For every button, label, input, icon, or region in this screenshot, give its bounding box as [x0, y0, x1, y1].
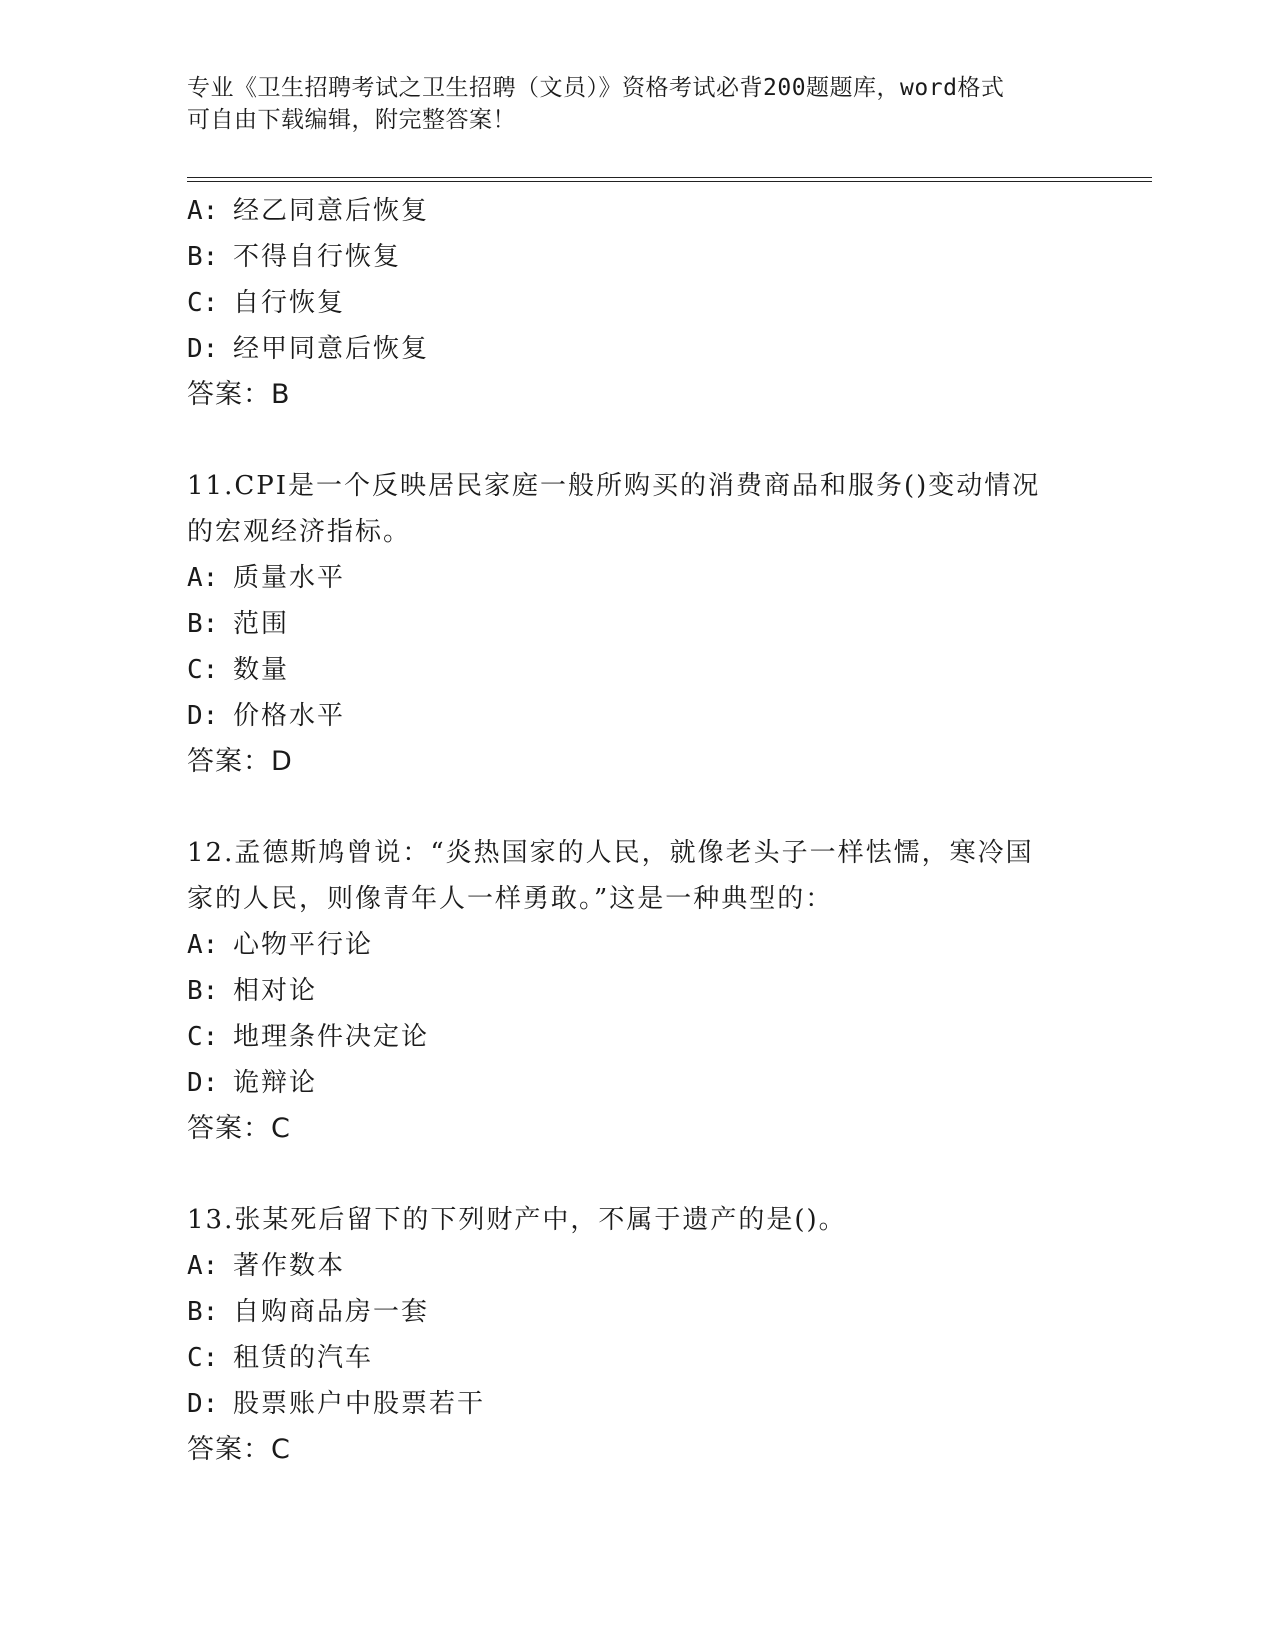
option-text: 不得自行恢复 [233, 242, 402, 272]
option-text: 质量水平 [233, 563, 346, 593]
option-text: 经乙同意后恢复 [233, 196, 430, 226]
option-d [187, 1060, 1077, 1106]
option-text: 范围 [233, 609, 290, 639]
header-line-1: 专业《卫生招聘考试之卫生招聘（文员）》资格考试必背200题题库，word格式 [187, 75, 1005, 101]
stem-line-1: 11.CPI是一个反映居民家庭一般所购买的消费商品和服务()变动情况 [187, 471, 1041, 501]
question-10 [187, 188, 1077, 418]
question-12 [187, 830, 1077, 1152]
question-stem [187, 1197, 1077, 1243]
option-key: B: [187, 609, 219, 639]
option-c [187, 1335, 1077, 1381]
option-c [187, 647, 1077, 693]
option-key: D: [187, 1068, 219, 1098]
option-a [187, 922, 1077, 968]
option-text: 自购商品房一套 [233, 1297, 430, 1327]
stem-line-1: 13.张某死后留下的下列财产中，不属于遗产的是()。 [187, 1205, 847, 1235]
option-d [187, 326, 1077, 372]
header-rule-top [187, 177, 1152, 178]
option-b [187, 601, 1077, 647]
option-key: C: [187, 1022, 219, 1052]
stem-line-2: 家的人民，则像青年人一样勇敢。”这是一种典型的： [187, 884, 834, 914]
option-key: D: [187, 334, 219, 364]
option-key: B: [187, 242, 219, 272]
option-key: A: [187, 563, 219, 593]
option-key: A: [187, 930, 219, 960]
stem-line-1: 12.孟德斯鸠曾说：“炎热国家的人民，就像老头子一样怯懦，寒冷国 [187, 838, 1034, 868]
option-text: 股票账户中股票若干 [233, 1389, 486, 1419]
option-key: A: [187, 1251, 219, 1281]
option-a [187, 188, 1077, 234]
option-text: 数量 [233, 655, 290, 685]
option-text: 诡辩论 [233, 1068, 318, 1098]
answer-line: 答案：D [187, 746, 293, 777]
option-b [187, 1289, 1077, 1335]
option-text: 租赁的汽车 [233, 1343, 374, 1373]
stem-line-2: 的宏观经济指标。 [187, 517, 412, 547]
option-text: 相对论 [233, 976, 318, 1006]
option-a [187, 555, 1077, 601]
option-text: 价格水平 [233, 701, 346, 731]
answer-line: 答案：B [187, 379, 291, 410]
option-key: A: [187, 196, 219, 226]
header-line-2: 可自由下载编辑，附完整答案！ [187, 107, 516, 133]
question-13 [187, 1197, 1077, 1473]
option-key: B: [187, 1297, 219, 1327]
answer-line: 答案：C [187, 1434, 291, 1465]
option-text: 著作数本 [233, 1251, 346, 1281]
option-c [187, 280, 1077, 326]
option-key: B: [187, 976, 219, 1006]
option-text: 地理条件决定论 [233, 1022, 430, 1052]
question-list [187, 188, 1077, 1473]
option-key: C: [187, 655, 219, 685]
option-text: 经甲同意后恢复 [233, 334, 430, 364]
question-stem [187, 463, 1077, 555]
option-a [187, 1243, 1077, 1289]
option-b [187, 968, 1077, 1014]
option-key: C: [187, 288, 219, 318]
header-rule-bottom [187, 181, 1152, 182]
option-d [187, 1381, 1077, 1427]
option-text: 自行恢复 [233, 288, 346, 318]
option-key: D: [187, 701, 219, 731]
option-key: C: [187, 1343, 219, 1373]
option-b [187, 234, 1077, 280]
question-stem [187, 830, 1077, 922]
question-11 [187, 463, 1077, 785]
option-text: 心物平行论 [233, 930, 374, 960]
option-d [187, 693, 1077, 739]
option-key: D: [187, 1389, 219, 1419]
document-header [187, 72, 1077, 136]
option-c [187, 1014, 1077, 1060]
answer-line: 答案：C [187, 1113, 291, 1144]
